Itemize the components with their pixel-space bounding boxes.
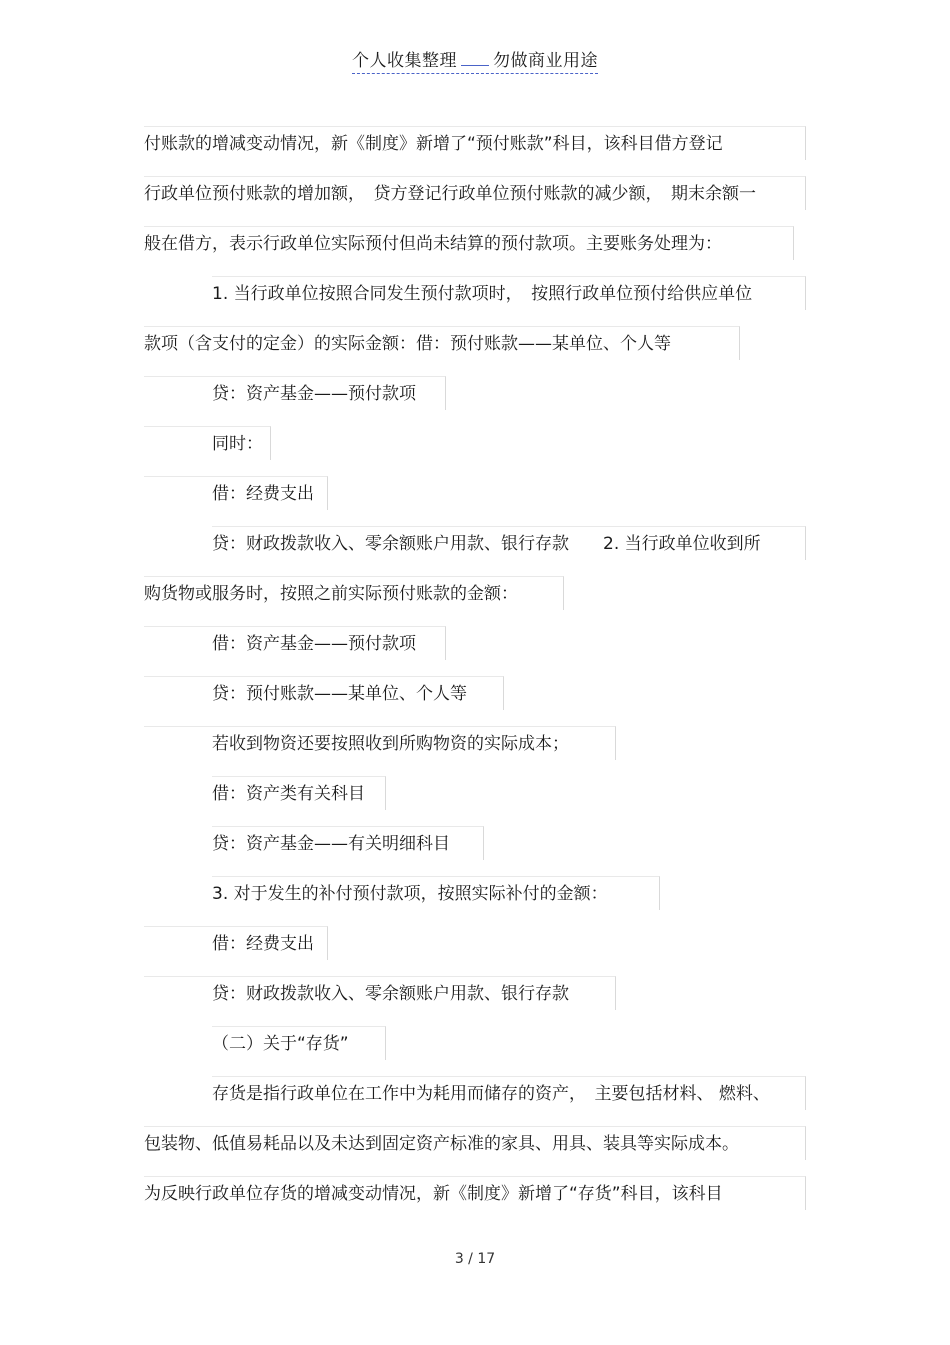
header-left: 个人收集整理 (352, 51, 457, 71)
page-number: 3 / 17 (454, 1251, 496, 1267)
text-line (144, 476, 328, 510)
line-text: 贷：预付账款——某单位、个人等 (212, 684, 467, 704)
text-line (144, 976, 616, 1010)
line-text: 若收到物资还要按照收到所购物资的实际成本； (212, 734, 569, 754)
line-text: 为反映行政单位存货的增减变动情况，新《制度》新增了“存货”科目，该科目 (144, 1184, 723, 1204)
text-line (144, 326, 740, 360)
page-header (0, 46, 950, 74)
text-line (212, 1076, 806, 1110)
text-line (144, 726, 616, 760)
header-text (352, 46, 598, 74)
text-line (144, 126, 806, 160)
line-text: 借：经费支出 (212, 934, 314, 954)
text-line (144, 1176, 806, 1210)
text-line (144, 376, 446, 410)
text-line (144, 176, 806, 210)
line-text: 般在借方，表示行政单位实际预付但尚未结算的预付款项。主要账务处理为： (144, 234, 722, 254)
line-text: 贷：财政拨款收入、零余额账户用款、银行存款 (212, 984, 569, 1004)
line-text: 贷：财政拨款收入、零余额账户用款、银行存款 2. 当行政单位收到所 (212, 534, 761, 554)
line-text: 贷：资产基金——预付款项 (212, 384, 416, 404)
line-text: 款项（含支付的定金）的实际金额：借：预付账款——某单位、个人等 (144, 334, 671, 354)
text-line (144, 926, 328, 960)
text-line (144, 626, 446, 660)
text-line (144, 226, 794, 260)
line-text: 购货物或服务时，按照之前实际预付账款的金额： (144, 584, 518, 604)
line-text: 贷：资产基金——有关明细科目 (212, 834, 450, 854)
text-line (144, 676, 504, 710)
header-gap (461, 51, 489, 66)
text-line (144, 426, 271, 460)
text-line (144, 1126, 806, 1160)
text-line (144, 576, 564, 610)
line-text: 存货是指行政单位在工作中为耗用而储存的资产， 主要包括材料、 燃料、 (212, 1084, 770, 1104)
line-text: 借：资产类有关科目 (212, 784, 365, 804)
section-heading (212, 1026, 386, 1060)
header-right: 勿做商业用途 (493, 51, 598, 71)
line-text: 1. 当行政单位按照合同发生预付款项时， 按照行政单位预付给供应单位 (212, 284, 753, 304)
text-line (212, 526, 806, 560)
text-line (212, 876, 660, 910)
line-text: 借：经费支出 (212, 484, 314, 504)
line-text: 包装物、低值易耗品以及未达到固定资产标准的家具、用具、装具等实际成本。 (144, 1134, 739, 1154)
line-text: 借：资产基金——预付款项 (212, 634, 416, 654)
line-text: 付账款的增减变动情况，新《制度》新增了“预付账款”科目，该科目借方登记 (144, 134, 723, 154)
line-text: 行政单位预付账款的增加额， 贷方登记行政单位预付账款的减少额， 期末余额一 (144, 184, 756, 204)
text-line (212, 826, 484, 860)
line-text: （二）关于“存货” (212, 1034, 349, 1054)
line-text: 3. 对于发生的补付预付款项，按照实际补付的金额： (212, 884, 608, 904)
text-line (212, 776, 386, 810)
line-text: 同时： (212, 434, 263, 454)
text-line (212, 276, 806, 310)
